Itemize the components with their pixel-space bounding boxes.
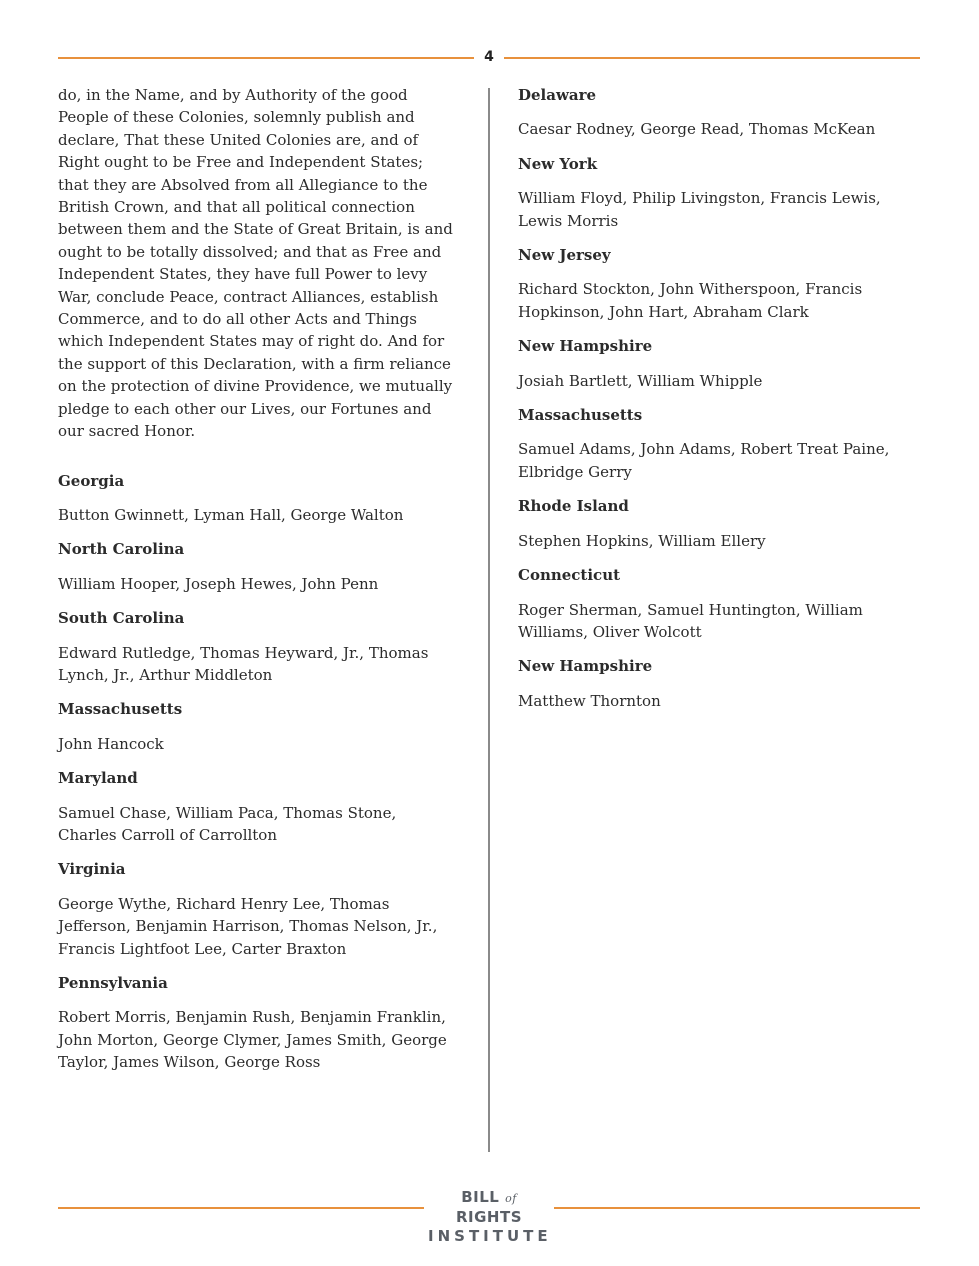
signer-names: George Wythe, Richard Henry Lee, Thomas Jefferson, Benjamin Harrison, Thomas Nelson, Jr., Francis Lightfoot Lee, Carter Braxton xyxy=(58,894,438,958)
state-heading: Delaware xyxy=(518,86,597,104)
state-heading: North Carolina xyxy=(58,540,185,559)
signer-names: Samuel Adams, John Adams, Robert Treat Paine, Elbridge Gerry xyxy=(518,440,890,481)
logo-word-bill: BILL xyxy=(461,1188,500,1206)
signer-names: Richard Stockton, John Witherspoon, Francis Hopkinson, John Hart, Abraham Clark xyxy=(518,280,863,321)
footer-rule-left xyxy=(58,1207,424,1209)
state-heading: Georgia xyxy=(58,471,125,490)
state-heading: New Hampshire xyxy=(518,657,653,676)
state-heading: Massachusetts xyxy=(518,406,643,425)
state-heading: Pennsylvania xyxy=(58,974,168,992)
signer-names: Josiah Bartlett, William Whipple xyxy=(518,371,763,390)
logo-word-institute: INSTITUTE xyxy=(428,1227,552,1245)
bill-of-rights-institute-logo xyxy=(428,1188,550,1245)
signer-names: Button Gwinnett, Lyman Hall, George Walton xyxy=(58,505,404,524)
signer-names: Caesar Rodney, George Read, Thomas McKean xyxy=(518,120,876,139)
state-heading: South Carolina xyxy=(58,609,185,628)
signer-names: Robert Morris, Benjamin Rush, Benjamin Franklin, John Morton, George Clymer, James Smith, George Taylor, James Wilson, George Ross xyxy=(58,1008,447,1072)
declaration-text: do, in the Name, and by Authority of the good People of these Colonies, solemnly publish and declare, That these United Colonies are, and of Right ought to be Free and Independent States; that they are Absolved from all Allegiance to the British Crown, and that all political connection between them and the State of Great Britain, is and ought to be totally dissolved; and that as Free and Independent States, they have full Power to levy War, conclude Peace, contract Alliances, establish Commerce, and to do all other Acts and Things which Independent States may of right do. And for the support of this Declaration, with a firm reliance on the protection of divine Providence, we mutually pledge to each other our Lives, our Fortunes and our sacred Honor. xyxy=(58,86,453,441)
logo-top-line xyxy=(428,1188,550,1226)
signer-names: Edward Rutledge, Thomas Heyward, Jr., Thomas Lynch, Jr., Arthur Middleton xyxy=(58,643,429,684)
signer-names: Stephen Hopkins, William Ellery xyxy=(518,531,766,550)
state-heading: New Jersey xyxy=(518,246,611,265)
state-heading: New York xyxy=(518,154,598,173)
header-rule-left xyxy=(58,57,474,59)
signer-names: Roger Sherman, Samuel Huntington, William Williams, Oliver Wolcott xyxy=(518,600,863,641)
signer-names: William Floyd, Philip Livingston, Francis Lewis, Lewis Morris xyxy=(518,189,881,230)
signer-names: John Hancock xyxy=(58,734,164,753)
state-heading: Maryland xyxy=(58,769,138,788)
state-heading: Massachusetts xyxy=(58,700,183,719)
page-number: 4 xyxy=(484,49,494,65)
column-divider xyxy=(488,88,490,1152)
signer-names: Matthew Thornton xyxy=(518,691,661,710)
right-column xyxy=(518,84,918,712)
footer-rule-right xyxy=(554,1207,920,1209)
state-heading: Virginia xyxy=(58,860,126,879)
signer-names: William Hooper, Joseph Hewes, John Penn xyxy=(58,574,379,593)
left-column xyxy=(58,84,458,1074)
state-heading: Rhode Island xyxy=(518,497,629,516)
state-heading: Connecticut xyxy=(518,566,621,585)
signer-names: Samuel Chase, William Paca, Thomas Stone, Charles Carroll of Carrollton xyxy=(58,803,397,844)
state-heading: New Hampshire xyxy=(518,337,653,356)
header-rule-right xyxy=(504,57,920,59)
logo-word-of: of xyxy=(505,1192,517,1205)
logo-word-rights: RIGHTS xyxy=(455,1208,523,1226)
